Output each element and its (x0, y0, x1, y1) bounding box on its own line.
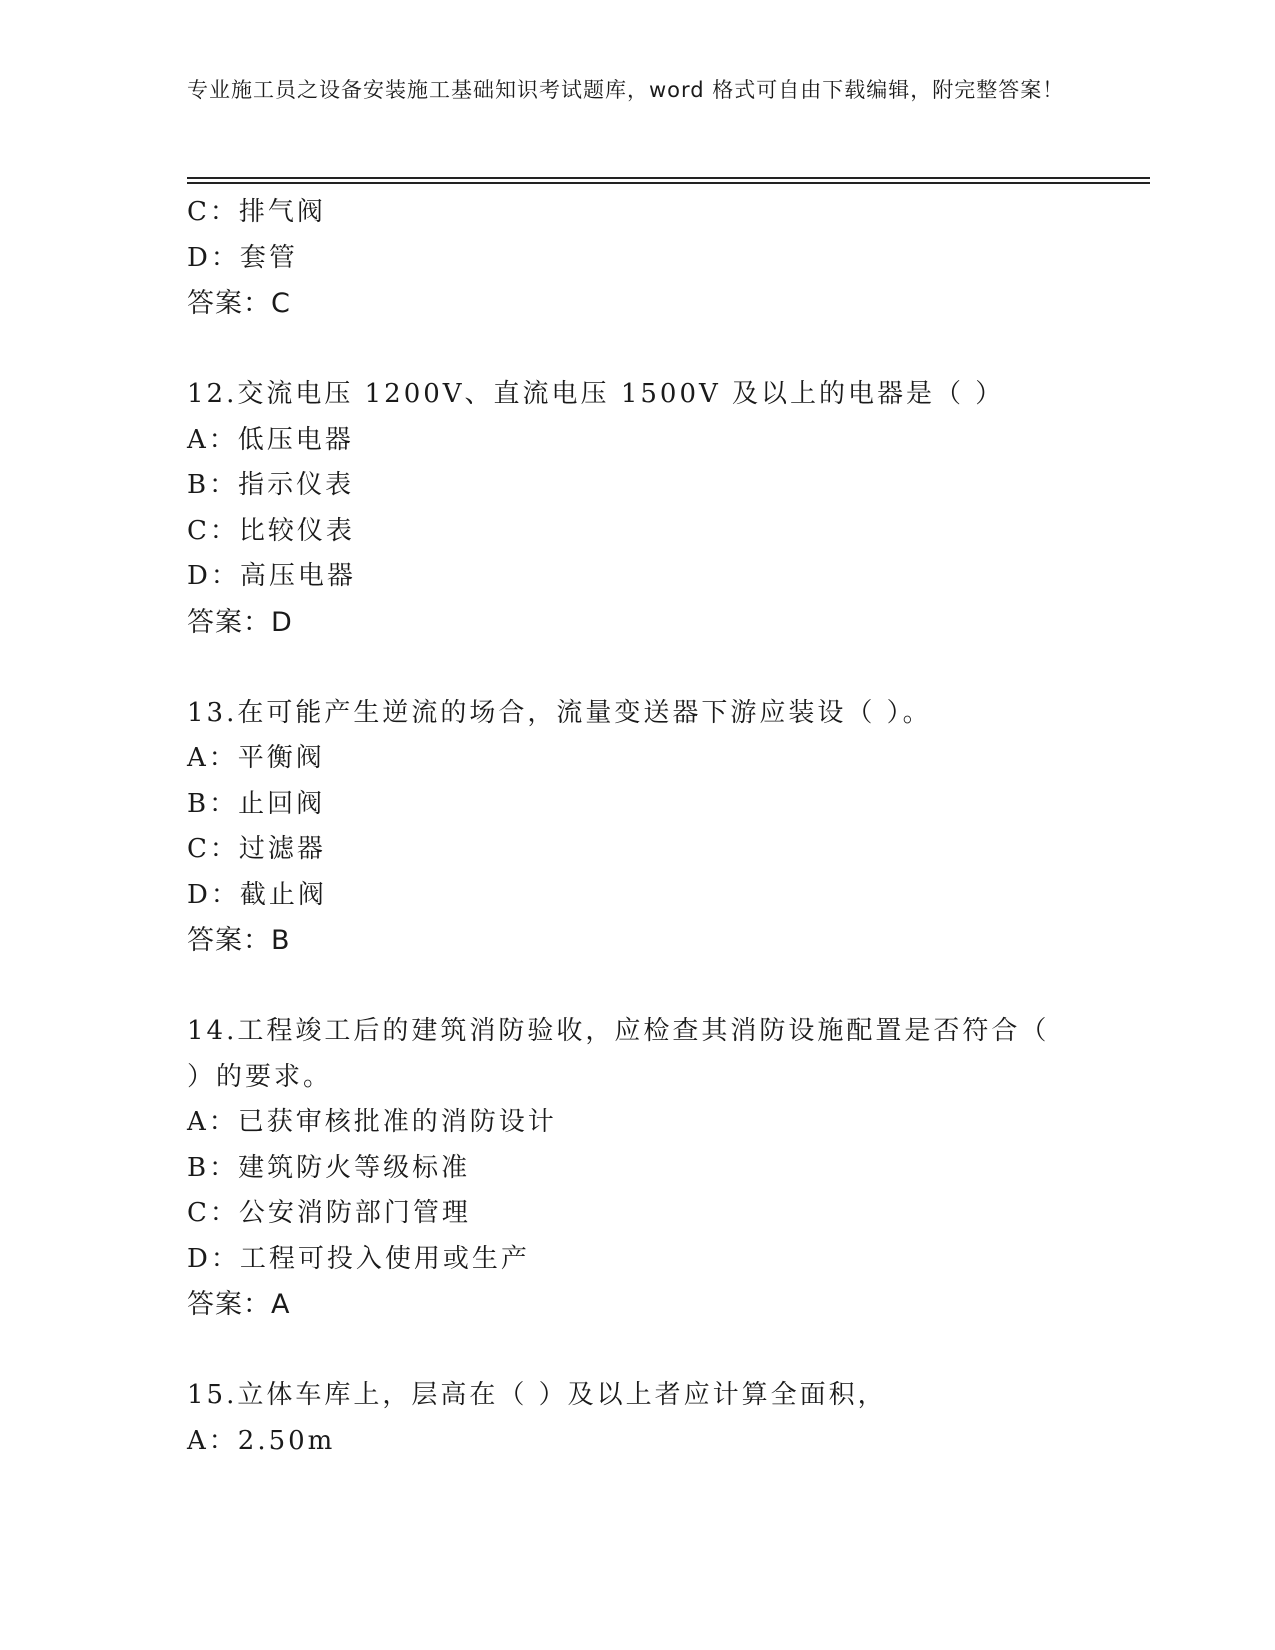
option-line: A：平衡阀 (187, 743, 325, 773)
option-line: D：套管 (187, 242, 298, 273)
spacer (187, 964, 1087, 1010)
question-list (187, 190, 1087, 1464)
option-line: D：工程可投入使用或生产 (187, 1243, 530, 1274)
option-line: B：指示仪表 (187, 470, 355, 500)
option-line: A：低压电器 (187, 424, 354, 455)
answer-line: 答案：C (187, 288, 291, 319)
option-line: B：建筑防火等级标准 (187, 1152, 471, 1183)
question-line: 12.交流电压 1200V、直流电压 1500V 及以上的电器是（ ） (187, 379, 1005, 409)
spacer (187, 327, 1087, 373)
spacer (187, 645, 1087, 691)
option-line: C：排气阀 (187, 197, 326, 227)
question-line: ）的要求。 (187, 1061, 333, 1092)
spacer (187, 1328, 1087, 1374)
option-line: D：高压电器 (187, 561, 356, 591)
option-line: D：截止阀 (187, 879, 327, 910)
option-line: A：已获审核批准的消防设计 (187, 1107, 557, 1137)
answer-line: 答案：D (187, 606, 293, 638)
document-header: 专业施工员之设备安装施工基础知识考试题库，word 格式可自由下载编辑，附完整答案！ (187, 78, 1065, 102)
header-rule-bottom (187, 182, 1150, 184)
option-line: C：比较仪表 (187, 515, 355, 546)
question-line: 14.工程竣工后的建筑消防验收，应检查其消防设施配置是否符合（ (187, 1016, 1050, 1046)
option-line: C：过滤器 (187, 834, 326, 864)
header-rule-top (187, 177, 1150, 179)
option-line: C：公安消防部门管理 (187, 1198, 471, 1228)
answer-line: 答案：B (187, 925, 291, 956)
question-line: 13.在可能产生逆流的场合，流量变送器下游应装设（ ）。 (187, 697, 932, 728)
option-line: B：止回阀 (187, 788, 326, 819)
option-line: A：2.50m (187, 1425, 336, 1456)
answer-line: 答案：A (187, 1289, 291, 1320)
question-line: 15.立体车库上，层高在（ ）及以上者应计算全面积， (187, 1380, 887, 1410)
